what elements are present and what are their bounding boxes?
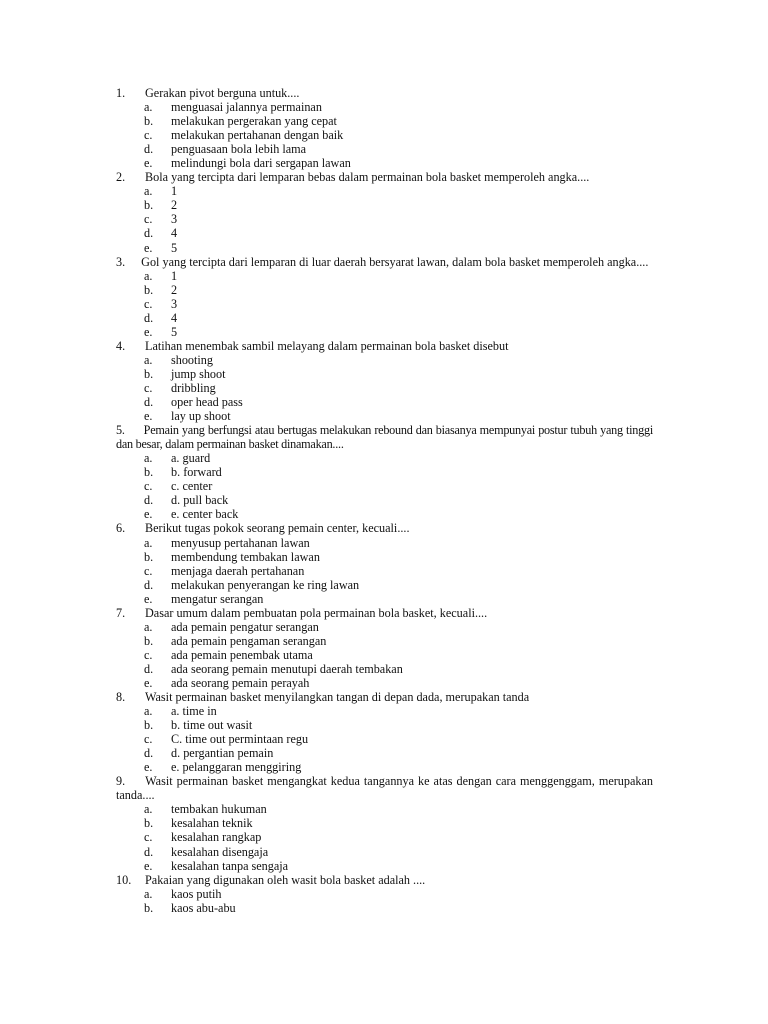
option-text: membendung tembakan lawan: [171, 549, 320, 564]
question-9: [0, 774, 768, 802]
option-8-c: [0, 732, 768, 746]
question-number: 10.: [116, 872, 132, 887]
question-7: [0, 606, 768, 620]
question-number: 7.: [116, 605, 126, 620]
option-letter: a.: [144, 802, 153, 817]
question-4: [0, 339, 768, 353]
question-number: 3.: [116, 254, 126, 269]
question-number: 5.: [116, 423, 125, 438]
option-letter: e.: [144, 240, 153, 255]
option-text: kesalahan tanpa sengaja: [171, 858, 289, 873]
option-letter: a.: [144, 535, 153, 550]
option-2-e: [0, 241, 768, 255]
option-text: ada pemain pengatur serangan: [171, 619, 319, 634]
option-5-d: [0, 493, 768, 507]
option-text: 2: [171, 198, 178, 213]
option-letter: b.: [144, 900, 154, 915]
option-letter: a.: [144, 619, 153, 634]
option-letter: b.: [144, 633, 154, 648]
option-text: penguasaan bola lebih lama: [171, 142, 307, 157]
question-number: 2.: [116, 170, 126, 185]
question-text: Pakaian yang digunakan oleh wasit bola basket adalah ....: [145, 872, 426, 887]
option-7-b: [0, 634, 768, 648]
option-text: ada seorang pemain menutupi daerah tembakan: [171, 661, 403, 676]
option-3-b: [0, 283, 768, 297]
option-9-b: [0, 816, 768, 830]
option-letter: b.: [144, 465, 154, 480]
option-letter: d.: [144, 493, 154, 508]
option-letter: d.: [144, 746, 154, 761]
option-6-c: [0, 564, 768, 578]
option-text: 3: [171, 296, 178, 311]
option-9-a: [0, 802, 768, 816]
question-text: Bola yang tercipta dari lemparan bebas dalam permainan bola basket memperoleh angka....: [145, 170, 590, 185]
option-text: 5: [171, 240, 178, 255]
option-text: e. center back: [171, 507, 239, 522]
question-body: [116, 423, 653, 451]
option-text: e. pelanggaran menggiring: [171, 760, 302, 775]
question-number: 8.: [116, 690, 126, 705]
option-text: melakukan pertahanan dengan baik: [171, 128, 344, 143]
option-letter: a.: [144, 268, 153, 283]
option-letter: c.: [144, 647, 153, 662]
option-5-e: [0, 507, 768, 521]
option-text: ada seorang pemain perayah: [171, 675, 310, 690]
question-text: Berikut tugas pokok seorang pemain center, kecuali....: [145, 521, 410, 536]
option-text: 3: [171, 212, 178, 227]
option-text: shooting: [171, 352, 213, 367]
option-9-d: [0, 845, 768, 859]
option-letter: c.: [144, 563, 153, 578]
option-8-a: [0, 704, 768, 718]
option-text: menguasai jalannya permainan: [171, 100, 322, 115]
question-body: [116, 774, 653, 802]
option-8-d: [0, 746, 768, 760]
option-text: tembakan hukuman: [171, 802, 267, 817]
option-letter: c.: [144, 732, 153, 747]
option-text: mengatur serangan: [171, 591, 264, 606]
option-6-a: [0, 536, 768, 550]
option-letter: a.: [144, 184, 153, 199]
option-text: 4: [171, 226, 178, 241]
option-letter: b.: [144, 198, 154, 213]
option-text: dribbling: [171, 380, 216, 395]
option-text: menjaga daerah pertahanan: [171, 563, 305, 578]
option-text: c. center: [171, 479, 213, 494]
question-body: [116, 255, 653, 269]
option-text: 1: [171, 184, 178, 199]
option-2-d: [0, 226, 768, 240]
option-text: kaos putih: [171, 886, 222, 901]
question-1: [0, 86, 768, 100]
option-letter: b.: [144, 718, 154, 733]
option-7-d: [0, 662, 768, 676]
option-text: 4: [171, 310, 178, 325]
option-4-a: [0, 353, 768, 367]
question-number: 1.: [116, 86, 126, 100]
option-letter: b.: [144, 282, 154, 297]
option-letter: d.: [144, 661, 154, 676]
option-6-d: [0, 578, 768, 592]
option-letter: d.: [144, 844, 154, 859]
question-10: [0, 873, 768, 887]
option-letter: e.: [144, 675, 153, 690]
option-7-e: [0, 676, 768, 690]
option-letter: e.: [144, 507, 153, 522]
option-text: kesalahan disengaja: [171, 844, 269, 859]
option-8-b: [0, 718, 768, 732]
option-1-d: [0, 142, 768, 156]
option-text: kesalahan teknik: [171, 816, 253, 831]
question-5: [0, 423, 768, 451]
option-letter: b.: [144, 114, 154, 129]
option-text: kesalahan rangkap: [171, 830, 262, 845]
option-text: melindungi bola dari sergapan lawan: [171, 156, 351, 171]
option-text: b. time out wasit: [171, 718, 253, 733]
question-8: [0, 690, 768, 704]
option-letter: d.: [144, 395, 154, 410]
option-text: menyusup pertahanan lawan: [171, 535, 310, 550]
option-letter: e.: [144, 156, 153, 171]
option-2-c: [0, 212, 768, 226]
option-text: a. time in: [171, 704, 217, 719]
option-letter: c.: [144, 212, 153, 227]
option-text: lay up shoot: [171, 409, 231, 424]
question-text: Latihan menembak sambil melayang dalam permainan bola basket disebut: [145, 338, 509, 353]
option-text: C. time out permintaan regu: [171, 732, 309, 747]
question-2: [0, 170, 768, 184]
option-10-b: [0, 901, 768, 915]
option-letter: b.: [144, 549, 154, 564]
option-letter: e.: [144, 858, 153, 873]
option-letter: d.: [144, 310, 154, 325]
option-text: ada pemain penembak utama: [171, 647, 313, 662]
option-text: melakukan penyerangan ke ring lawan: [171, 577, 360, 592]
question-3: [0, 255, 768, 269]
option-text: 2: [171, 282, 178, 297]
option-text: jump shoot: [171, 366, 226, 381]
option-3-a: [0, 269, 768, 283]
option-text: ada pemain pengaman serangan: [171, 633, 327, 648]
option-letter: c.: [144, 830, 153, 845]
option-letter: d.: [144, 226, 154, 241]
option-text: 5: [171, 324, 178, 339]
question-text: Dasar umum dalam pembuatan pola permainan bola basket, kecuali....: [145, 605, 488, 620]
question-text: Gerakan pivot berguna untuk....: [145, 86, 300, 100]
option-7-c: [0, 648, 768, 662]
question-number: 6.: [116, 521, 126, 536]
option-letter: c.: [144, 380, 153, 395]
option-1-c: [0, 128, 768, 142]
option-text: d. pergantian pemain: [171, 746, 274, 761]
option-4-e: [0, 409, 768, 423]
option-text: d. pull back: [171, 493, 229, 508]
option-letter: a.: [144, 704, 153, 719]
option-letter: a.: [144, 100, 153, 115]
option-6-e: [0, 592, 768, 606]
option-text: 1: [171, 268, 178, 283]
option-4-c: [0, 381, 768, 395]
question-text: Gol yang tercipta dari lemparan di luar daerah bersyarat lawan, dalam bola basket memperoleh angka....: [141, 254, 649, 269]
document-page: [0, 86, 768, 915]
question-6: [0, 521, 768, 535]
option-letter: b.: [144, 366, 154, 381]
option-7-a: [0, 620, 768, 634]
option-text: b. forward: [171, 465, 222, 480]
question-text: Wasit permainan basket mengangkat kedua tangannya ke atas dengan cara menggenggam, merupakan tanda....: [116, 774, 653, 803]
option-letter: a.: [144, 886, 153, 901]
option-letter: a.: [144, 352, 153, 367]
option-letter: e.: [144, 324, 153, 339]
option-letter: c.: [144, 128, 153, 143]
option-9-e: [0, 859, 768, 873]
option-1-a: [0, 100, 768, 114]
option-3-e: [0, 325, 768, 339]
option-letter: e.: [144, 409, 153, 424]
option-5-b: [0, 465, 768, 479]
option-letter: c.: [144, 296, 153, 311]
option-4-b: [0, 367, 768, 381]
option-text: kaos abu-abu: [171, 900, 236, 915]
option-1-e: [0, 156, 768, 170]
question-number: 9.: [116, 774, 126, 789]
option-4-d: [0, 395, 768, 409]
option-5-a: [0, 451, 768, 465]
option-letter: e.: [144, 591, 153, 606]
option-8-e: [0, 760, 768, 774]
option-letter: a.: [144, 451, 153, 466]
option-text: a. guard: [171, 451, 211, 466]
option-3-d: [0, 311, 768, 325]
option-letter: d.: [144, 577, 154, 592]
option-text: oper head pass: [171, 395, 243, 410]
question-number: 4.: [116, 338, 126, 353]
option-9-c: [0, 830, 768, 844]
option-letter: c.: [144, 479, 153, 494]
option-10-a: [0, 887, 768, 901]
option-1-b: [0, 114, 768, 128]
option-letter: d.: [144, 142, 154, 157]
option-2-b: [0, 198, 768, 212]
option-2-a: [0, 184, 768, 198]
option-6-b: [0, 550, 768, 564]
option-3-c: [0, 297, 768, 311]
option-5-c: [0, 479, 768, 493]
option-letter: e.: [144, 760, 153, 775]
question-text: Wasit permainan basket menyilangkan tangan di depan dada, merupakan tanda: [145, 690, 530, 705]
option-text: melakukan pergerakan yang cepat: [171, 114, 337, 129]
option-letter: b.: [144, 816, 154, 831]
question-text: Pemain yang berfungsi atau bertugas melakukan rebound dan biasanya mempunyai postur tubuh yang tinggi dan besar, dalam permainan basket dinamakan....: [116, 423, 653, 452]
